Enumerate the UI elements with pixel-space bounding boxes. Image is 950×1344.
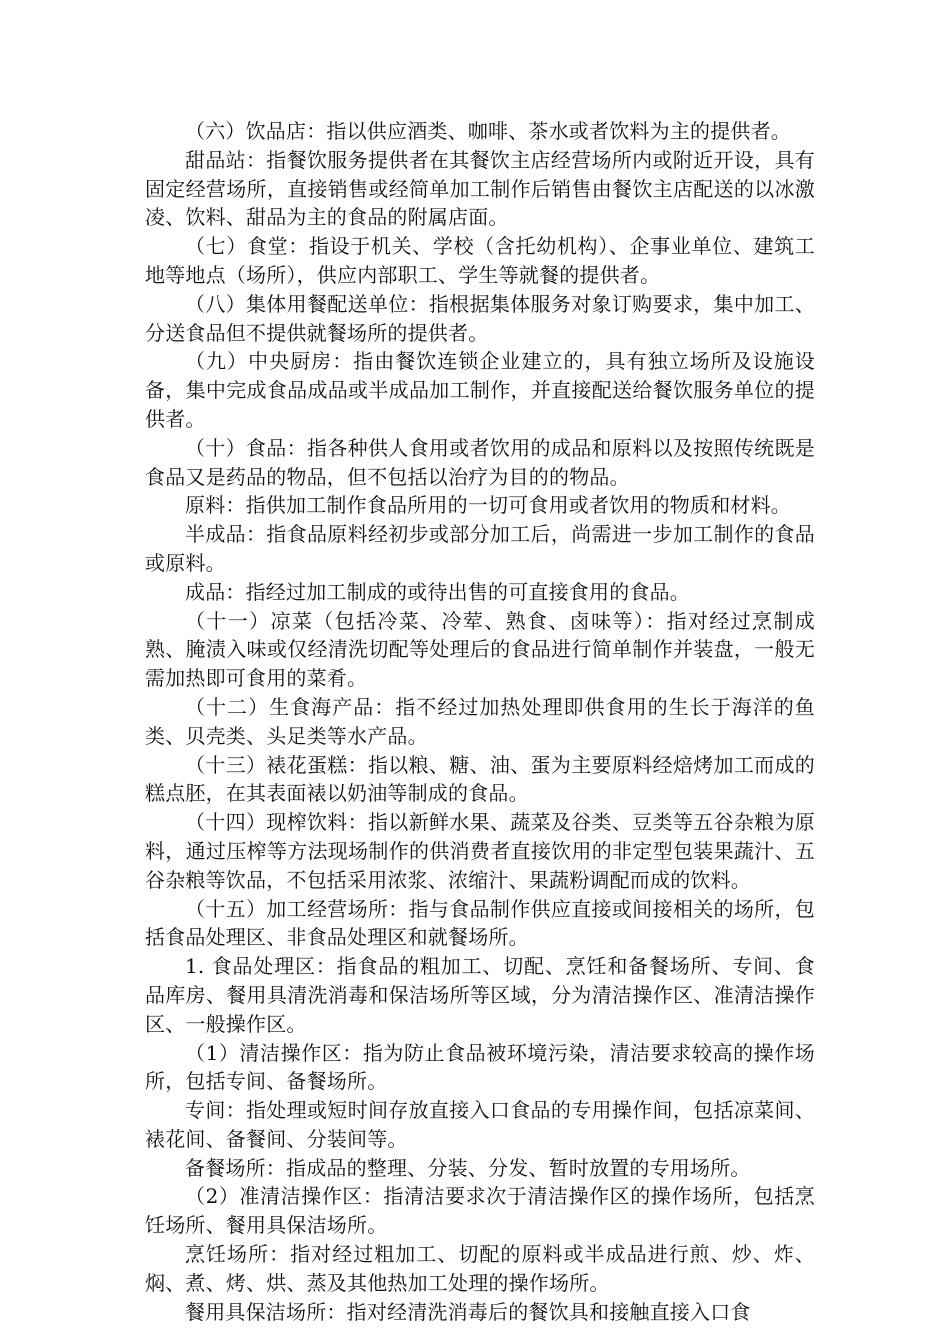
paragraph-quasi-clean-area: （2）准清洁操作区：指清洁要求次于清洁操作区的操作场所，包括烹饪场所、餐用具保洁场所。 [145,1184,815,1238]
paragraph-canteen: （七）食堂：指设于机关、学校（含托幼机构）、企事业单位、建筑工地等地点（场所），供应内部职工、学生等就餐的提供者。 [145,234,815,287]
paragraph-special-room: 专间：指处理或短时间存放直接入口食品的专用操作间，包括凉菜间、裱花间、备餐间、分装间等。 [145,1098,815,1151]
paragraph-raw-material: 原料：指供加工制作食品所用的一切可食用或者饮用的物质和材料。 [185,493,791,518]
paragraph-central-kitchen: （九）中央厨房：指由餐饮连锁企业建立的，具有独立场所及设施设备，集中完成食品成品或半成品加工制作，并直接配送给餐饮服务单位的提供者。 [145,349,815,431]
paragraph-food-handling-area: 1. 食品处理区：指食品的粗加工、切配、烹饪和备餐场所、专间、食品库房、餐用具清洗消毒和保洁场所等区域，分为清洁操作区、准清洁操作区、一般操作区。 [145,954,815,1036]
paragraph-finished-product: 成品：指经过加工制成的或待出售的可直接食用的食品。 [185,579,690,604]
paragraph-clean-operation-area: （1）清洁操作区：指为防止食品被环境污染，清洁要求较高的操作场所，包括专间、备餐场所。 [145,1040,815,1094]
paragraph-fresh-juice: （十四）现榨饮料：指以新鲜水果、蔬菜及谷类、豆类等五谷杂粮为原料，通过压榨等方法现场制作的供消费者直接饮用的非定型包装果蔬汁、五谷杂粮等饮品，不包括采用浓浆、浓缩汁、果蔬粉调配而成的饮料。 [145,810,815,892]
paragraph-semi-finished: 半成品：指食品原料经初步或部分加工后，尚需进一步加工制作的食品或原料。 [145,522,815,575]
paragraph-group-meal-delivery: （八）集体用餐配送单位：指根据集体服务对象订购要求，集中加工、分送食品但不提供就餐场所的提供者。 [145,291,815,345]
paragraph-cooking-area: 烹饪场所：指对经过粗加工、切配的原料或半成品进行煎、炒、炸、焖、煮、烤、烘、蒸及其他热加工处理的操作场所。 [145,1242,815,1295]
paragraph-raw-seafood: （十二）生食海产品：指不经过加热处理即供食用的生长于海洋的鱼类、贝壳类、头足类等水产品。 [145,694,815,748]
paragraph-food: （十）食品：指各种供人食用或者饮用的成品和原料以及按照传统既是食品又是药品的物品，但不包括以治疗为目的的物品。 [145,435,815,489]
paragraph-dessert-station: 甜品站：指餐饮服务提供者在其餐饮主店经营场所内或附近开设，具有固定经营场所，直接销售或经简单加工制作后销售由餐饮主店配送的以冰激凌、饮料、甜品为主的食品的附属店面。 [145,147,815,230]
paragraph-processing-premises: （十五）加工经营场所：指与食品制作供应直接或间接相关的场所，包括食品处理区、非食品处理区和就餐场所。 [145,896,815,950]
paragraph-meal-prep-area: 备餐场所：指成品的整理、分装、分发、暂时放置的专用场所。 [185,1155,751,1180]
document-body [145,117,815,1326]
paragraph-beverage-shop: （六）饮品店：指以供应酒类、咖啡、茶水或者饮料为主的提供者。 [185,119,791,143]
paragraph-utensil-storage-area: 餐用具保洁场所：指对经清洗消毒后的餐饮具和接触直接入口食 [185,1299,751,1324]
paragraph-cold-dishes: （十一）凉菜（包括冷菜、冷荤、熟食、卤味等）：指对经过烹制成熟、腌渍入味或仅经清洗切配等处理后的食品进行简单制作并装盘，一般无需加热即可食用的菜肴。 [145,608,815,691]
paragraph-decorated-cake: （十三）裱花蛋糕：指以粮、糖、油、蛋为主要原料经焙烤加工而成的糕点胚，在其表面裱以奶油等制成的食品。 [145,752,815,806]
